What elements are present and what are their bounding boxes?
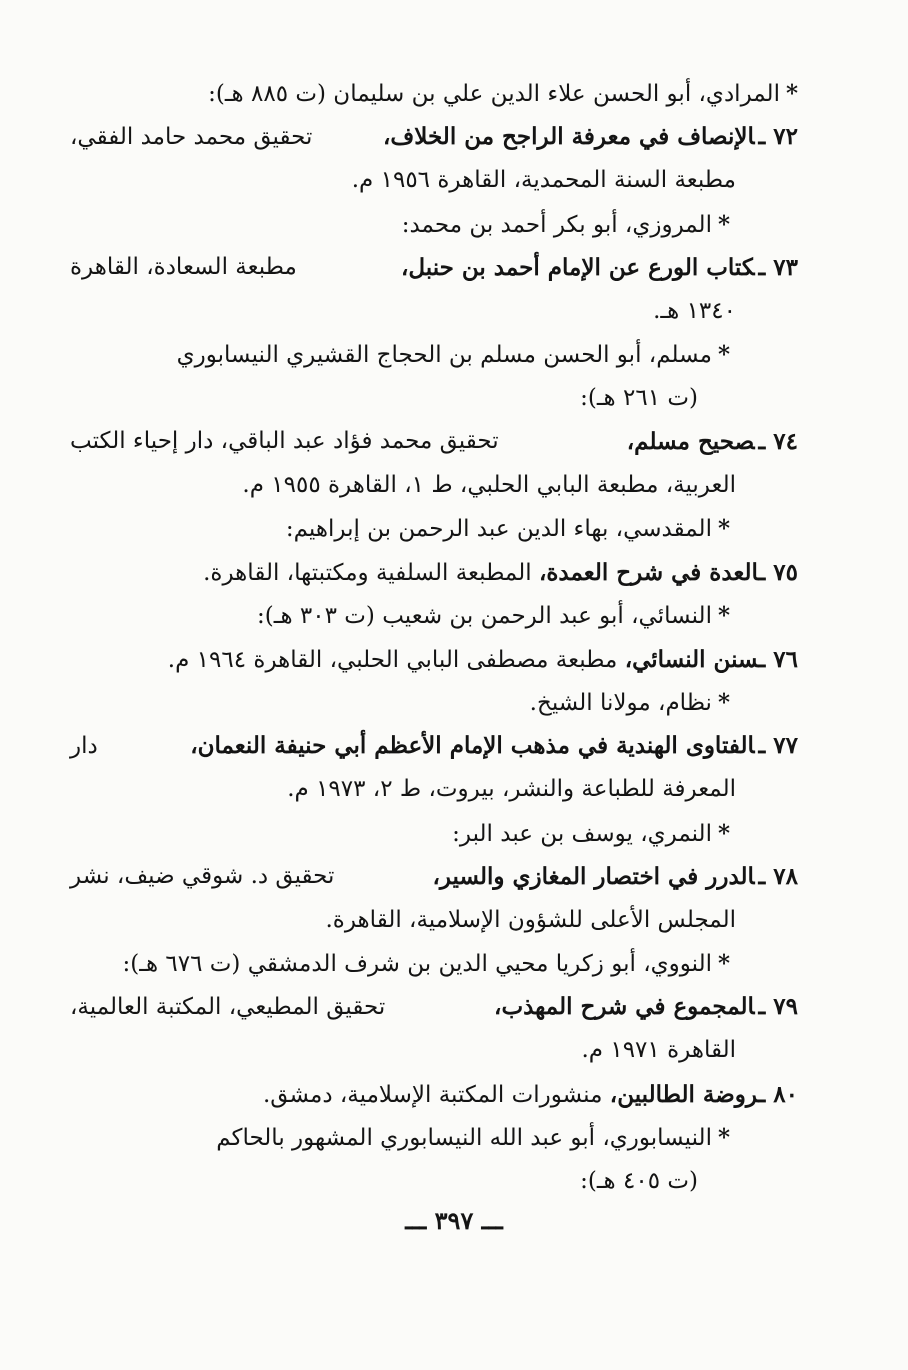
entry-title: المجموع في شرح المهذب، (494, 993, 755, 1020)
entry-continuation: ١٣٤٠ هـ. (653, 297, 736, 324)
entry-details: تحقيق المطيعي، المكتبة العالمية، (70, 993, 386, 1020)
bullet-star-icon: * (717, 689, 730, 716)
entry-number: ٧٣ ـ (758, 253, 798, 281)
entry-details: تحقيق محمد حامد الفقي، (70, 123, 313, 150)
author-heading (70, 681, 798, 725)
author-line: مسلم، أبو الحسن مسلم بن الحجاج القشيري النيسابوري (176, 342, 712, 368)
entry-title: العدة في شرح العمدة، (538, 558, 759, 586)
entry-details: مطبعة مصطفى البابي الحلبي، القاهرة ١٩٦٤ م. (167, 646, 618, 673)
author-heading (70, 812, 798, 856)
entry-number: ٧٢ ـ (758, 123, 798, 150)
author-line: المرادي، أبو الحسن علاء الدين علي بن سليمان (ت ٨٨٥ هـ): (208, 81, 780, 107)
entry-details: تحقيق د. شوقي ضيف، نشر (70, 863, 335, 889)
entry-number: ٧٥ ـ (758, 558, 798, 586)
bibliography-entry (70, 551, 798, 595)
entry-continuation: مطبعة السنة المحمدية، القاهرة ١٩٥٦ م. (351, 167, 736, 193)
bullet-star-icon: * (717, 515, 730, 542)
entry-number: ٧٤ ـ (758, 427, 798, 455)
entry-details: دار (70, 732, 98, 759)
entry-number: ٧٦ ـ (758, 645, 798, 673)
author-continuation: (ت ٢٦١ هـ): (580, 384, 698, 411)
bullet-star-icon: * (717, 819, 730, 847)
entry-number: ٨٠ ـ (758, 1080, 798, 1108)
entry-continuation: العربية، مطبعة البابي الحلبي، ط ١، القاهرة ١٩٥٥ م. (242, 471, 736, 498)
bullet-star-icon: * (717, 341, 730, 368)
entry-continuation: المعرفة للطباعة والنشر، بيروت، ط ٢، ١٩٧٣ م. (287, 776, 736, 802)
bibliography-entry (70, 638, 798, 682)
entry-number: ٧٧ ـ (758, 732, 798, 759)
author-line: النسائي، أبو عبد الرحمن بن شعيب (ت ٣٠٣ هـ): (257, 603, 712, 629)
entry-details: منشورات المكتبة الإسلامية، دمشق. (263, 1081, 603, 1108)
author-heading (70, 1116, 798, 1160)
entry-title: الإنصاف في معرفة الراجح من الخلاف، (382, 123, 755, 150)
entry-number: ٧٩ ـ (758, 993, 798, 1020)
author-line: المقدسي، بهاء الدين عبد الرحمن بن إبراهيم: (285, 516, 712, 542)
entry-continuation: القاهرة ١٩٧١ م. (581, 1037, 736, 1063)
bibliography-entry (70, 986, 798, 1073)
bullet-star-icon: * (717, 1124, 730, 1151)
entry-continuation: المجلس الأعلى للشؤون الإسلامية، القاهرة. (325, 906, 736, 933)
bibliography-entry (70, 116, 798, 203)
entry-title: الدرر في اختصار المغازي والسير، (432, 862, 755, 890)
author-line: نظام، مولانا الشيخ. (529, 690, 712, 716)
bibliography-entry (70, 1073, 798, 1117)
author-line: النووي، أبو زكريا محيي الدين بن شرف الدمشقي (ت ٦٧٦ هـ): (122, 951, 712, 977)
entry-details: تحقيق محمد فؤاد عبد الباقي، دار إحياء الكتب (70, 428, 499, 454)
entry-details: مطبعة السعادة، القاهرة (70, 254, 297, 280)
entry-number: ٧٨ ـ (758, 862, 798, 890)
author-line: المروزي، أبو بكر أحمد بن محمد: (401, 211, 712, 238)
bullet-star-icon: * (717, 210, 730, 238)
author-heading (70, 333, 798, 377)
bibliography-entry (70, 420, 798, 507)
bullet-star-icon: * (785, 80, 798, 107)
entry-title: الفتاوى الهندية في مذهب الإمام الأعظم أبي حنيفة النعمان، (190, 732, 755, 759)
author-line: النمري، يوسف بن عبد البر: (452, 820, 712, 847)
entry-title: سنن النسائي، (624, 645, 759, 673)
author-heading (70, 942, 798, 986)
author-line: النيسابوري، أبو عبد الله النيسابوري المشهور بالحاكم (216, 1125, 712, 1151)
bibliography-page (70, 72, 798, 1203)
bullet-star-icon: * (717, 950, 730, 977)
bibliography-entry (70, 246, 798, 333)
author-heading (70, 203, 798, 247)
bullet-star-icon: * (717, 602, 730, 629)
entry-title: روضة الطالبين، (609, 1080, 759, 1108)
author-continuation: (ت ٤٠٥ هـ): (580, 1167, 698, 1194)
author-heading (70, 72, 798, 116)
page-number: ـــ ٣٩٧ ـــ (405, 1206, 503, 1235)
entry-details: المطبعة السلفية ومكتبتها، القاهرة. (203, 559, 532, 586)
author-heading (70, 594, 798, 638)
bibliography-entry (70, 855, 798, 942)
entry-title: صحيح مسلم، (626, 427, 755, 455)
author-heading (70, 507, 798, 551)
entry-title: كتاب الورع عن الإمام أحمد بن حنبل، (400, 253, 755, 281)
bibliography-entry (70, 725, 798, 812)
